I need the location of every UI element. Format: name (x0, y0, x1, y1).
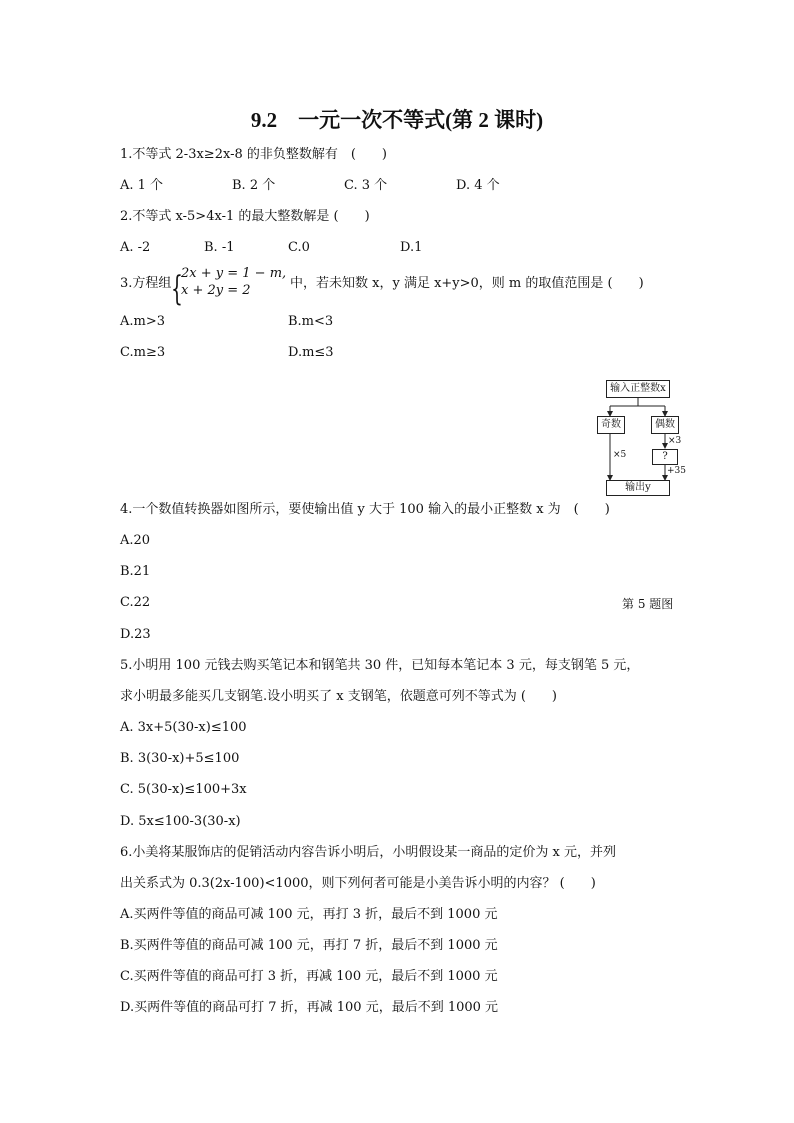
flowchart-unknown-box: ? (652, 449, 678, 465)
flowchart-plus35-label: +35 (667, 466, 686, 476)
q6-option-c: C.买两件等值的商品可打 3 折，再减 100 元，最后不到 1000 元 (120, 969, 498, 984)
q4-option-b: B.21 (120, 564, 151, 579)
q6-option-b: B.买两件等值的商品可减 100 元，再打 7 折，最后不到 1000 元 (120, 938, 498, 953)
q3-option-c: C.m≥3 (120, 345, 166, 360)
q1-option-c: C. 3 个 (344, 178, 388, 193)
q1-option-a: A. 1 个 (120, 178, 164, 193)
q3-option-a: A.m>3 (120, 314, 166, 329)
equation-2: x + 2y = 2 (181, 283, 251, 298)
q5-option-c: C. 5(30-x)≤100+3x (120, 782, 247, 797)
question-1: 1.不等式 2-3x≥2x-8 的非负整数解有 ( ) (120, 147, 388, 162)
q3-option-d: D.m≤3 (288, 345, 334, 360)
q4-option-d: D.23 (120, 627, 151, 642)
q2-option-b: B. -1 (204, 240, 235, 255)
question-4: 4.一个数值转换器如图所示，要使输出值 y 大于 100 输入的最小正整数 x 为 ( ) (120, 502, 610, 517)
equation-1: 2x + y = 1 − m, (181, 266, 287, 281)
flowchart-even-box: 偶数 (651, 416, 679, 434)
q4-option-c: C.22 (120, 595, 151, 610)
q3-option-b: B.m<3 (288, 314, 334, 329)
page-title: 9.2 一元一次不等式(第 2 课时) (250, 108, 544, 132)
figure-caption: 第 5 题图 (622, 597, 674, 611)
flowchart-times5-label: ×5 (613, 450, 627, 460)
question-3-prefix: 3.方程组 (120, 276, 172, 291)
question-6-line-2: 出关系式为 0.3(2x-100)<1000，则下列何者可能是小美告诉小明的内容？ ( ) (120, 876, 596, 891)
q2-option-a: A. -2 (120, 240, 151, 255)
flowchart-output-box: 输出y (606, 480, 670, 496)
question-2: 2.不等式 x-5>4x-1 的最大整数解是 ( ) (120, 209, 370, 224)
q5-option-d: D. 5x≤100-3(30-x) (120, 814, 241, 829)
q4-option-a: A.20 (120, 533, 151, 548)
question-3-text: 中，若未知数 x，y 满足 x+y>0，则 m 的取值范围是 ( ) (290, 276, 644, 291)
equation-brace: { (171, 269, 183, 309)
q1-option-d: D. 4 个 (456, 178, 500, 193)
flowchart-input-box: 输入正整数x (606, 380, 670, 398)
q6-option-a: A.买两件等值的商品可减 100 元，再打 3 折，最后不到 1000 元 (120, 907, 498, 922)
q1-option-b: B. 2 个 (232, 178, 276, 193)
flowchart-odd-box: 奇数 (597, 416, 625, 434)
question-6-line-1: 6.小美将某服饰店的促销活动内容告诉小明后，小明假设某一商品的定价为 x 元，并列 (120, 845, 617, 860)
q2-option-c: C.0 (288, 240, 310, 255)
flowchart-times3-label: ×3 (668, 436, 682, 446)
q2-option-d: D.1 (400, 240, 423, 255)
question-5-line-1: 5.小明用 100 元钱去购买笔记本和钢笔共 30 件，已知每本笔记本 3 元，每支钢笔 5 元， (120, 658, 640, 673)
q6-option-d: D.买两件等值的商品可打 7 折，再减 100 元，最后不到 1000 元 (120, 1000, 499, 1015)
q5-option-b: B. 3(30-x)+5≤100 (120, 751, 240, 766)
question-5-line-2: 求小明最多能买几支钢笔.设小明买了 x 支钢笔，依题意可列不等式为 ( ) (120, 689, 558, 704)
q5-option-a: A. 3x+5(30-x)≤100 (120, 720, 247, 735)
